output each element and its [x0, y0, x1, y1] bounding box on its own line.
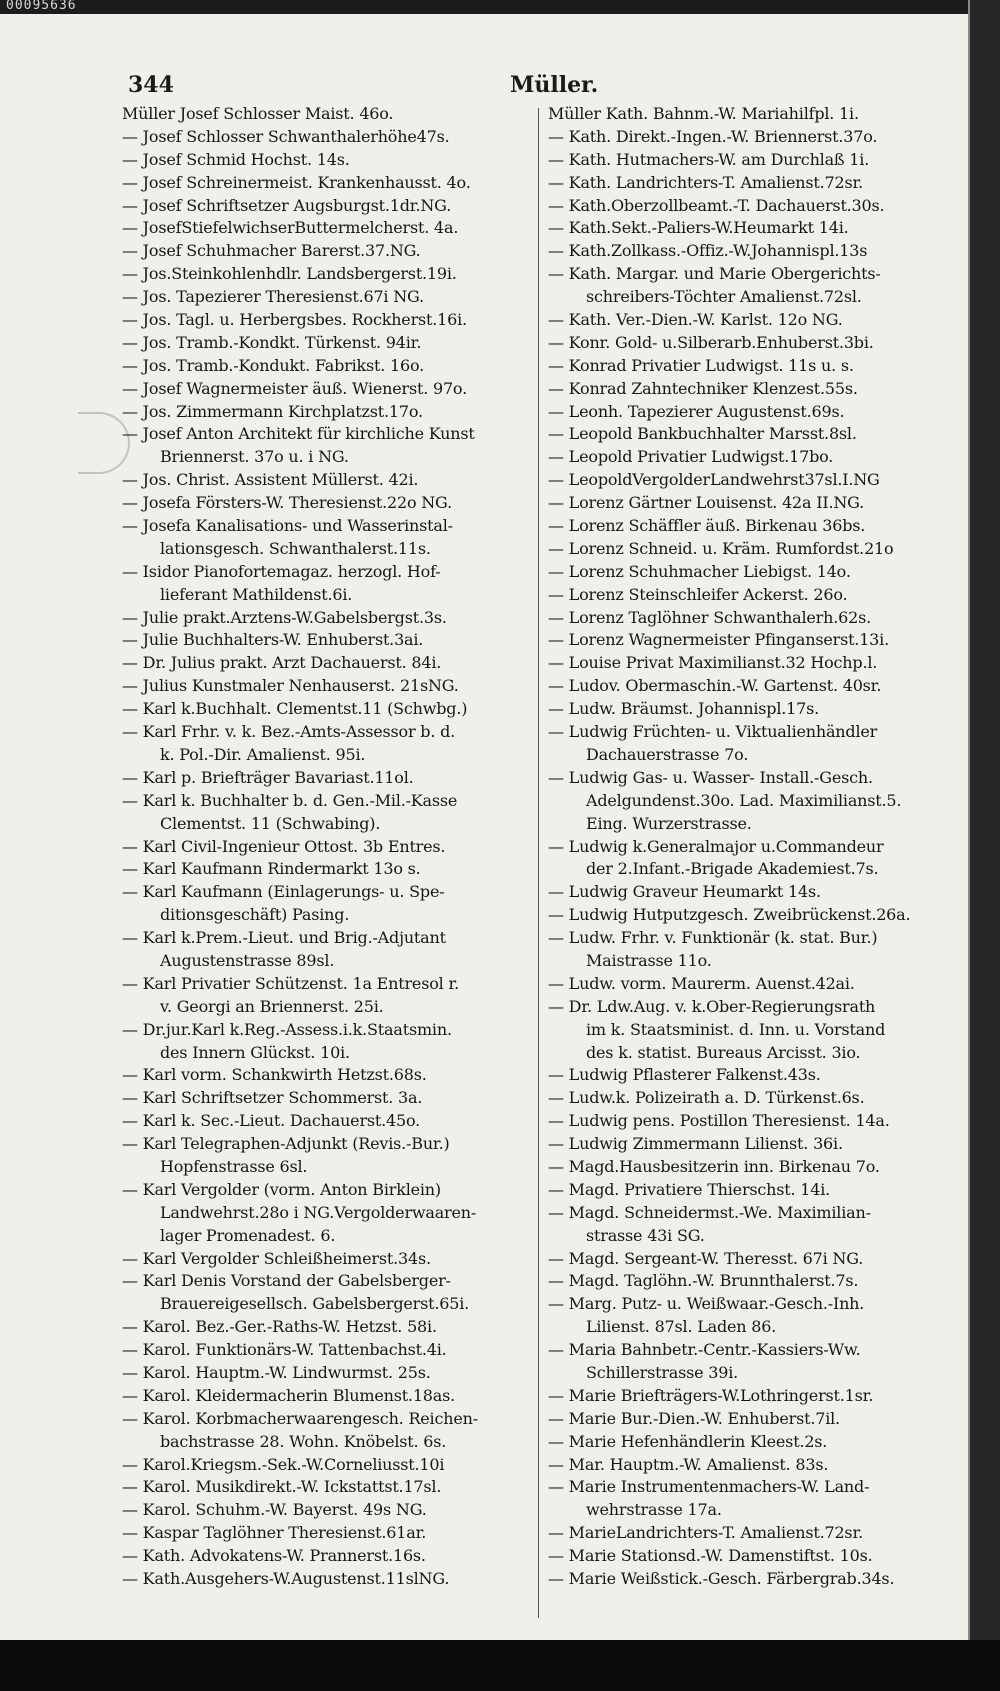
directory-entry: — Karl vorm. Schankwirth Hetzst.68s. [122, 1065, 427, 1085]
directory-entry: — Karol. Kleidermacherin Blumenst.18as. [122, 1385, 456, 1405]
directory-entry: des Innern Glückst. 10i. [160, 1042, 350, 1062]
directory-entry: — Ludw. Bräumst. Johannispl.17s. [548, 699, 819, 719]
directory-entry: — Konrad Zahntechniker Klenzest.55s. [548, 378, 858, 398]
directory-entry: — MarieLandrichters-T. Amalienst.72sr. [548, 1523, 864, 1543]
directory-entry: — Ludwig Früchten- u. Viktualienhändler [548, 722, 878, 742]
directory-entry: — Lorenz Steinschleifer Ackerst. 26o. [548, 584, 848, 604]
directory-entry: — Julie Buchhalters-W. Enhuberst.3ai. [122, 630, 424, 650]
directory-entry: — Kath.Zollkass.-Offiz.-W.Johannispl.13s [548, 241, 868, 261]
directory-entry: Landwehrst.28o i NG.Vergolderwaaren- [160, 1202, 477, 1222]
directory-entry: — Kath. Hutmachers-W. am Durchlaß 1i. [548, 149, 870, 169]
directory-entry: Brauereigesellsch. Gabelsbergerst.65i. [160, 1294, 469, 1314]
directory-entry: — Dr.jur.Karl k.Reg.-Assess.i.k.Staatsmin. [122, 1019, 452, 1039]
page-header [0, 72, 968, 100]
directory-entry: im k. Staatsminist. d. Inn. u. Vorstand [586, 1019, 886, 1039]
directory-entry: — Marie Bur.-Dien.-W. Enhuberst.7il. [548, 1408, 840, 1428]
directory-entry: — Magd. Privatiere Thierschst. 14i. [548, 1179, 831, 1199]
directory-entry: — Karol. Bez.-Ger.-Raths-W. Hetzst. 58i. [122, 1317, 437, 1337]
directory-entry: — Maria Bahnbetr.-Centr.-Kassiers-Ww. [548, 1340, 861, 1360]
directory-entry: — Karl Schriftsetzer Schommerst. 3a. [122, 1088, 423, 1108]
directory-entry: — Kath.Ausgehers-W.Augustenst.11slNG. [122, 1569, 450, 1588]
directory-entry: — Lorenz Schuhmacher Liebigst. 14o. [548, 561, 851, 581]
directory-entry: — Josef Schreinermeist. Krankenhausst. 4o. [122, 172, 471, 192]
directory-entry: — Ludw. vorm. Maurerm. Auenst.42ai. [548, 973, 855, 993]
directory-entry: bachstrasse 28. Wohn. Knöbelst. 6s. [160, 1431, 447, 1451]
directory-entry: — Karl Denis Vorstand der Gabelsberger- [122, 1271, 451, 1291]
directory-entry: — Leopold Privatier Ludwigst.17bo. [548, 447, 834, 467]
directory-entry: — Lorenz Wagnermeister Pfinganserst.13i. [548, 630, 889, 650]
directory-entry: — Ludwig Hutputzgesch. Zweibrückenst.26a. [548, 905, 911, 925]
directory-entry: — Karl Vergolder (vorm. Anton Birklein) [122, 1179, 441, 1199]
directory-entry: — Karl Vergolder Schleißheimerst.34s. [122, 1248, 431, 1268]
directory-entry: — Kath. Margar. und Marie Obergerichts- [548, 264, 881, 284]
directory-entry: — Josefa Kanalisations- und Wasserinstal- [122, 516, 453, 536]
directory-entry: Müller Kath. Bahnm.-W. Mariahilfpl. 1i. [548, 104, 859, 123]
directory-entry: der 2.Infant.-Brigade Akademiest.7s. [586, 859, 879, 879]
directory-entry: — Karl Kaufmann (Einlagerungs- u. Spe- [122, 882, 445, 902]
right-column [548, 103, 932, 1591]
directory-entry: — Kath. Ver.-Dien.-W. Karlst. 12o NG. [548, 310, 843, 330]
directory-entry: — Magd. Taglöhn.-W. Brunnthalerst.7s. [548, 1271, 859, 1291]
directory-entry: — Ludwig pens. Postillon Theresienst. 14a. [548, 1111, 890, 1131]
scan-id: 00095636 [6, 0, 77, 13]
directory-entry: — Ludw.k. Polizeirath a. D. Türkenst.6s. [548, 1088, 865, 1108]
directory-entry: — Ludwig k.Generalmajor u.Commandeur [548, 836, 884, 856]
directory-entry: lationsgesch. Schwanthalerst.11s. [160, 538, 431, 558]
directory-entry: — Karl k.Prem.-Lieut. und Brig.-Adjutant [122, 928, 446, 948]
scan-top-strip [0, 0, 968, 14]
directory-entry: — Isidor Pianofortemagaz. herzogl. Hof- [122, 561, 441, 581]
column-divider [538, 108, 539, 1618]
directory-entry: — Mar. Hauptm.-W. Amalienst. 83s. [548, 1454, 829, 1474]
directory-entry: — Marie Instrumentenmachers-W. Land- [548, 1477, 870, 1497]
directory-entry: des k. statist. Bureaus Arcisst. 3io. [586, 1042, 861, 1062]
directory-entry: — Konr. Gold- u.Silberarb.Enhuberst.3bi. [548, 332, 874, 352]
directory-entry: Briennerst. 37o u. i NG. [160, 447, 349, 467]
directory-entry: — Jos. Tramb.-Kondkt. Türkenst. 94ir. [122, 332, 422, 352]
directory-entry: — Kath. Landrichters-T. Amalienst.72sr. [548, 172, 864, 192]
directory-entry: Hopfenstrasse 6sl. [160, 1156, 308, 1176]
directory-entry: — Dr. Julius prakt. Arzt Dachauerst. 84i. [122, 653, 442, 673]
left-column [122, 103, 506, 1591]
directory-entry: v. Georgi an Briennerst. 25i. [160, 996, 384, 1016]
directory-entry: — Leonh. Tapezierer Augustenst.69s. [548, 401, 845, 421]
directory-entry: — Ludov. Obermaschin.-W. Gartenst. 40sr. [548, 676, 882, 696]
directory-entry: — Ludwig Zimmermann Lilienst. 36i. [548, 1134, 843, 1154]
directory-entry: Müller Josef Schlosser Maist. 46o. [122, 104, 394, 123]
book-edge [970, 0, 1000, 1640]
directory-entry: — Josef Schriftsetzer Augsburgst.1dr.NG. [122, 195, 452, 215]
directory-entry: — Karol. Korbmacherwaarengesch. Reichen- [122, 1408, 478, 1428]
page-number: 344 [128, 72, 174, 98]
directory-entry: — Karl Kaufmann Rindermarkt 13o s. [122, 859, 421, 879]
directory-entry: — Marg. Putz- u. Weißwaar.-Gesch.-Inh. [548, 1294, 865, 1314]
directory-entry: — Jos.Steinkohlenhdlr. Landsbergerst.19i. [122, 264, 457, 284]
directory-entry: Dachauerstrasse 7o. [586, 744, 749, 764]
directory-entry: strasse 43i SG. [586, 1225, 705, 1245]
directory-entry: — Magd. Schneidermst.-We. Maximilian- [548, 1202, 871, 1222]
directory-entry: — Ludwig Graveur Heumarkt 14s. [548, 882, 821, 902]
directory-entry: — Karl k. Sec.-Lieut. Dachauerst.45o. [122, 1111, 421, 1131]
directory-entry: — Marie Weißstick.-Gesch. Färbergrab.34s. [548, 1569, 895, 1588]
directory-entry: — Josef Wagnermeister äuß. Wienerst. 97o. [122, 378, 467, 398]
directory-entry: — Josef Schmid Hochst. 14s. [122, 149, 350, 169]
directory-entry: — Jos. Tagl. u. Herbergsbes. Rockherst.16i. [122, 310, 467, 330]
directory-entry: — Julius Kunstmaler Nenhauserst. 21sNG. [122, 676, 459, 696]
directory-entry: — Magd. Sergeant-W. Theresst. 67i NG. [548, 1248, 864, 1268]
directory-entry: — Jos. Tapezierer Theresienst.67i NG. [122, 287, 424, 307]
directory-entry: Maistrasse 11o. [586, 950, 712, 970]
directory-entry: — Karol. Funktionärs-W. Tattenbachst.4i. [122, 1340, 447, 1360]
directory-entry: — Lorenz Schneid. u. Kräm. Rumfordst.21o [548, 538, 894, 558]
directory-entry: — Konrad Privatier Ludwigst. 11s u. s. [548, 355, 854, 375]
directory-entry: — Louise Privat Maximilianst.32 Hochp.l. [548, 653, 878, 673]
directory-entry: k. Pol.-Dir. Amalienst. 95i. [160, 744, 366, 764]
directory-entry: — Karl Frhr. v. k. Bez.-Amts-Assessor b. d. [122, 722, 456, 742]
directory-entry: — Karol. Schuhm.-W. Bayerst. 49s NG. [122, 1500, 427, 1520]
directory-entry: — Karl k.Buchhalt. Clementst.11 (Schwbg.) [122, 699, 468, 719]
directory-entry: — Karol. Musikdirekt.-W. Ickstattst.17sl. [122, 1477, 442, 1497]
directory-entry: — Julie prakt.Arztens-W.Gabelsbergst.3s. [122, 607, 447, 627]
directory-entry: — Jos. Christ. Assistent Müllerst. 42i. [122, 470, 419, 490]
directory-entry: — Josef Schuhmacher Barerst.37.NG. [122, 241, 421, 261]
directory-entry: — Karl Privatier Schützenst. 1a Entresol r. [122, 973, 460, 993]
directory-entry: — Kath.Oberzollbeamt.-T. Dachauerst.30s. [548, 195, 885, 215]
directory-entry: — Ludwig Gas- u. Wasser- Install.-Gesch. [548, 767, 873, 787]
directory-entry: lager Promenadest. 6. [160, 1225, 336, 1245]
directory-entry: — Marie Briefträgers-W.Lothringerst.1sr. [548, 1385, 874, 1405]
directory-entry: — Marie Stationsd.-W. Damenstiftst. 10s. [548, 1546, 873, 1566]
directory-entry: — Karl Civil-Ingenieur Ottost. 3b Entres. [122, 836, 446, 856]
directory-entry: — Kaspar Taglöhner Theresienst.61ar. [122, 1523, 427, 1543]
directory-entry: — Kath. Advokatens-W. Prannerst.16s. [122, 1546, 426, 1566]
directory-entry: — Josefa Försters-W. Theresienst.22o NG. [122, 493, 452, 513]
directory-entry: lieferant Mathildenst.6i. [160, 584, 353, 604]
directory-entry: Lilienst. 87sl. Laden 86. [586, 1317, 777, 1337]
scan-bottom-border [0, 1640, 1000, 1691]
directory-entry: Schillerstrasse 39i. [586, 1362, 739, 1382]
directory-entry: — Leopold Bankbuchhalter Marsst.8sl. [548, 424, 857, 444]
directory-entry: — Josef Schlosser Schwanthalerhöhe47s. [122, 126, 450, 146]
directory-entry: — Kath.Sekt.-Paliers-W.Heumarkt 14i. [548, 218, 849, 238]
directory-entry: Clementst. 11 (Schwabing). [160, 813, 381, 833]
directory-entry: — Karl Telegraphen-Adjunkt (Revis.-Bur.) [122, 1134, 450, 1154]
directory-entry: — Jos. Tramb.-Kondukt. Fabrikst. 16o. [122, 355, 425, 375]
directory-entry: — Karl p. Briefträger Bavariast.11ol. [122, 767, 414, 787]
directory-entry: — JosefStiefelwichserButtermelcherst. 4a. [122, 218, 459, 238]
directory-entry: — Magd.Hausbesitzerin inn. Birkenau 7o. [548, 1156, 880, 1176]
directory-entry: ditionsgeschäft) Pasing. [160, 905, 350, 925]
directory-entry: Eing. Wurzerstrasse. [586, 813, 752, 833]
directory-entry: Augustenstrasse 89sl. [160, 950, 335, 970]
directory-entry: — Dr. Ldw.Aug. v. k.Ober-Regierungsrath [548, 996, 876, 1016]
directory-entry: — Karl k. Buchhalter b. d. Gen.-Mil.-Kasse [122, 790, 458, 810]
directory-entry: — Marie Hefenhändlerin Kleest.2s. [548, 1431, 828, 1451]
directory-entry: — Lorenz Gärtner Louisenst. 42a II.NG. [548, 493, 865, 513]
directory-entry: — Karol. Hauptm.-W. Lindwurmst. 25s. [122, 1362, 431, 1382]
directory-entry: — Jos. Zimmermann Kirchplatzst.17o. [122, 401, 423, 421]
directory-entry: — Lorenz Schäffler äuß. Birkenau 36bs. [548, 516, 866, 536]
directory-entry: — Ludw. Frhr. v. Funktionär (k. stat. Bur.) [548, 928, 878, 948]
directory-entry: — Karol.Kriegsm.-Sek.-W.Corneliusst.10i [122, 1454, 445, 1474]
directory-entry: — Ludwig Pflasterer Falkenst.43s. [548, 1065, 821, 1085]
directory-entry: schreibers-Töchter Amalienst.72sl. [586, 287, 862, 307]
directory-entry: — Lorenz Taglöhner Schwanthalerh.62s. [548, 607, 871, 627]
directory-entry: Adelgundenst.30o. Lad. Maximilianst.5. [586, 790, 902, 810]
directory-entry: — LeopoldVergolderLandwehrst37sl.I.NG [548, 470, 880, 490]
directory-entry: — Josef Anton Architekt für kirchliche Kunst [122, 424, 475, 444]
directory-entry: — Kath. Direkt.-Ingen.-W. Briennerst.37o. [548, 126, 878, 146]
directory-entry: wehrstrasse 17a. [586, 1500, 722, 1520]
running-title: Müller. [510, 72, 599, 98]
